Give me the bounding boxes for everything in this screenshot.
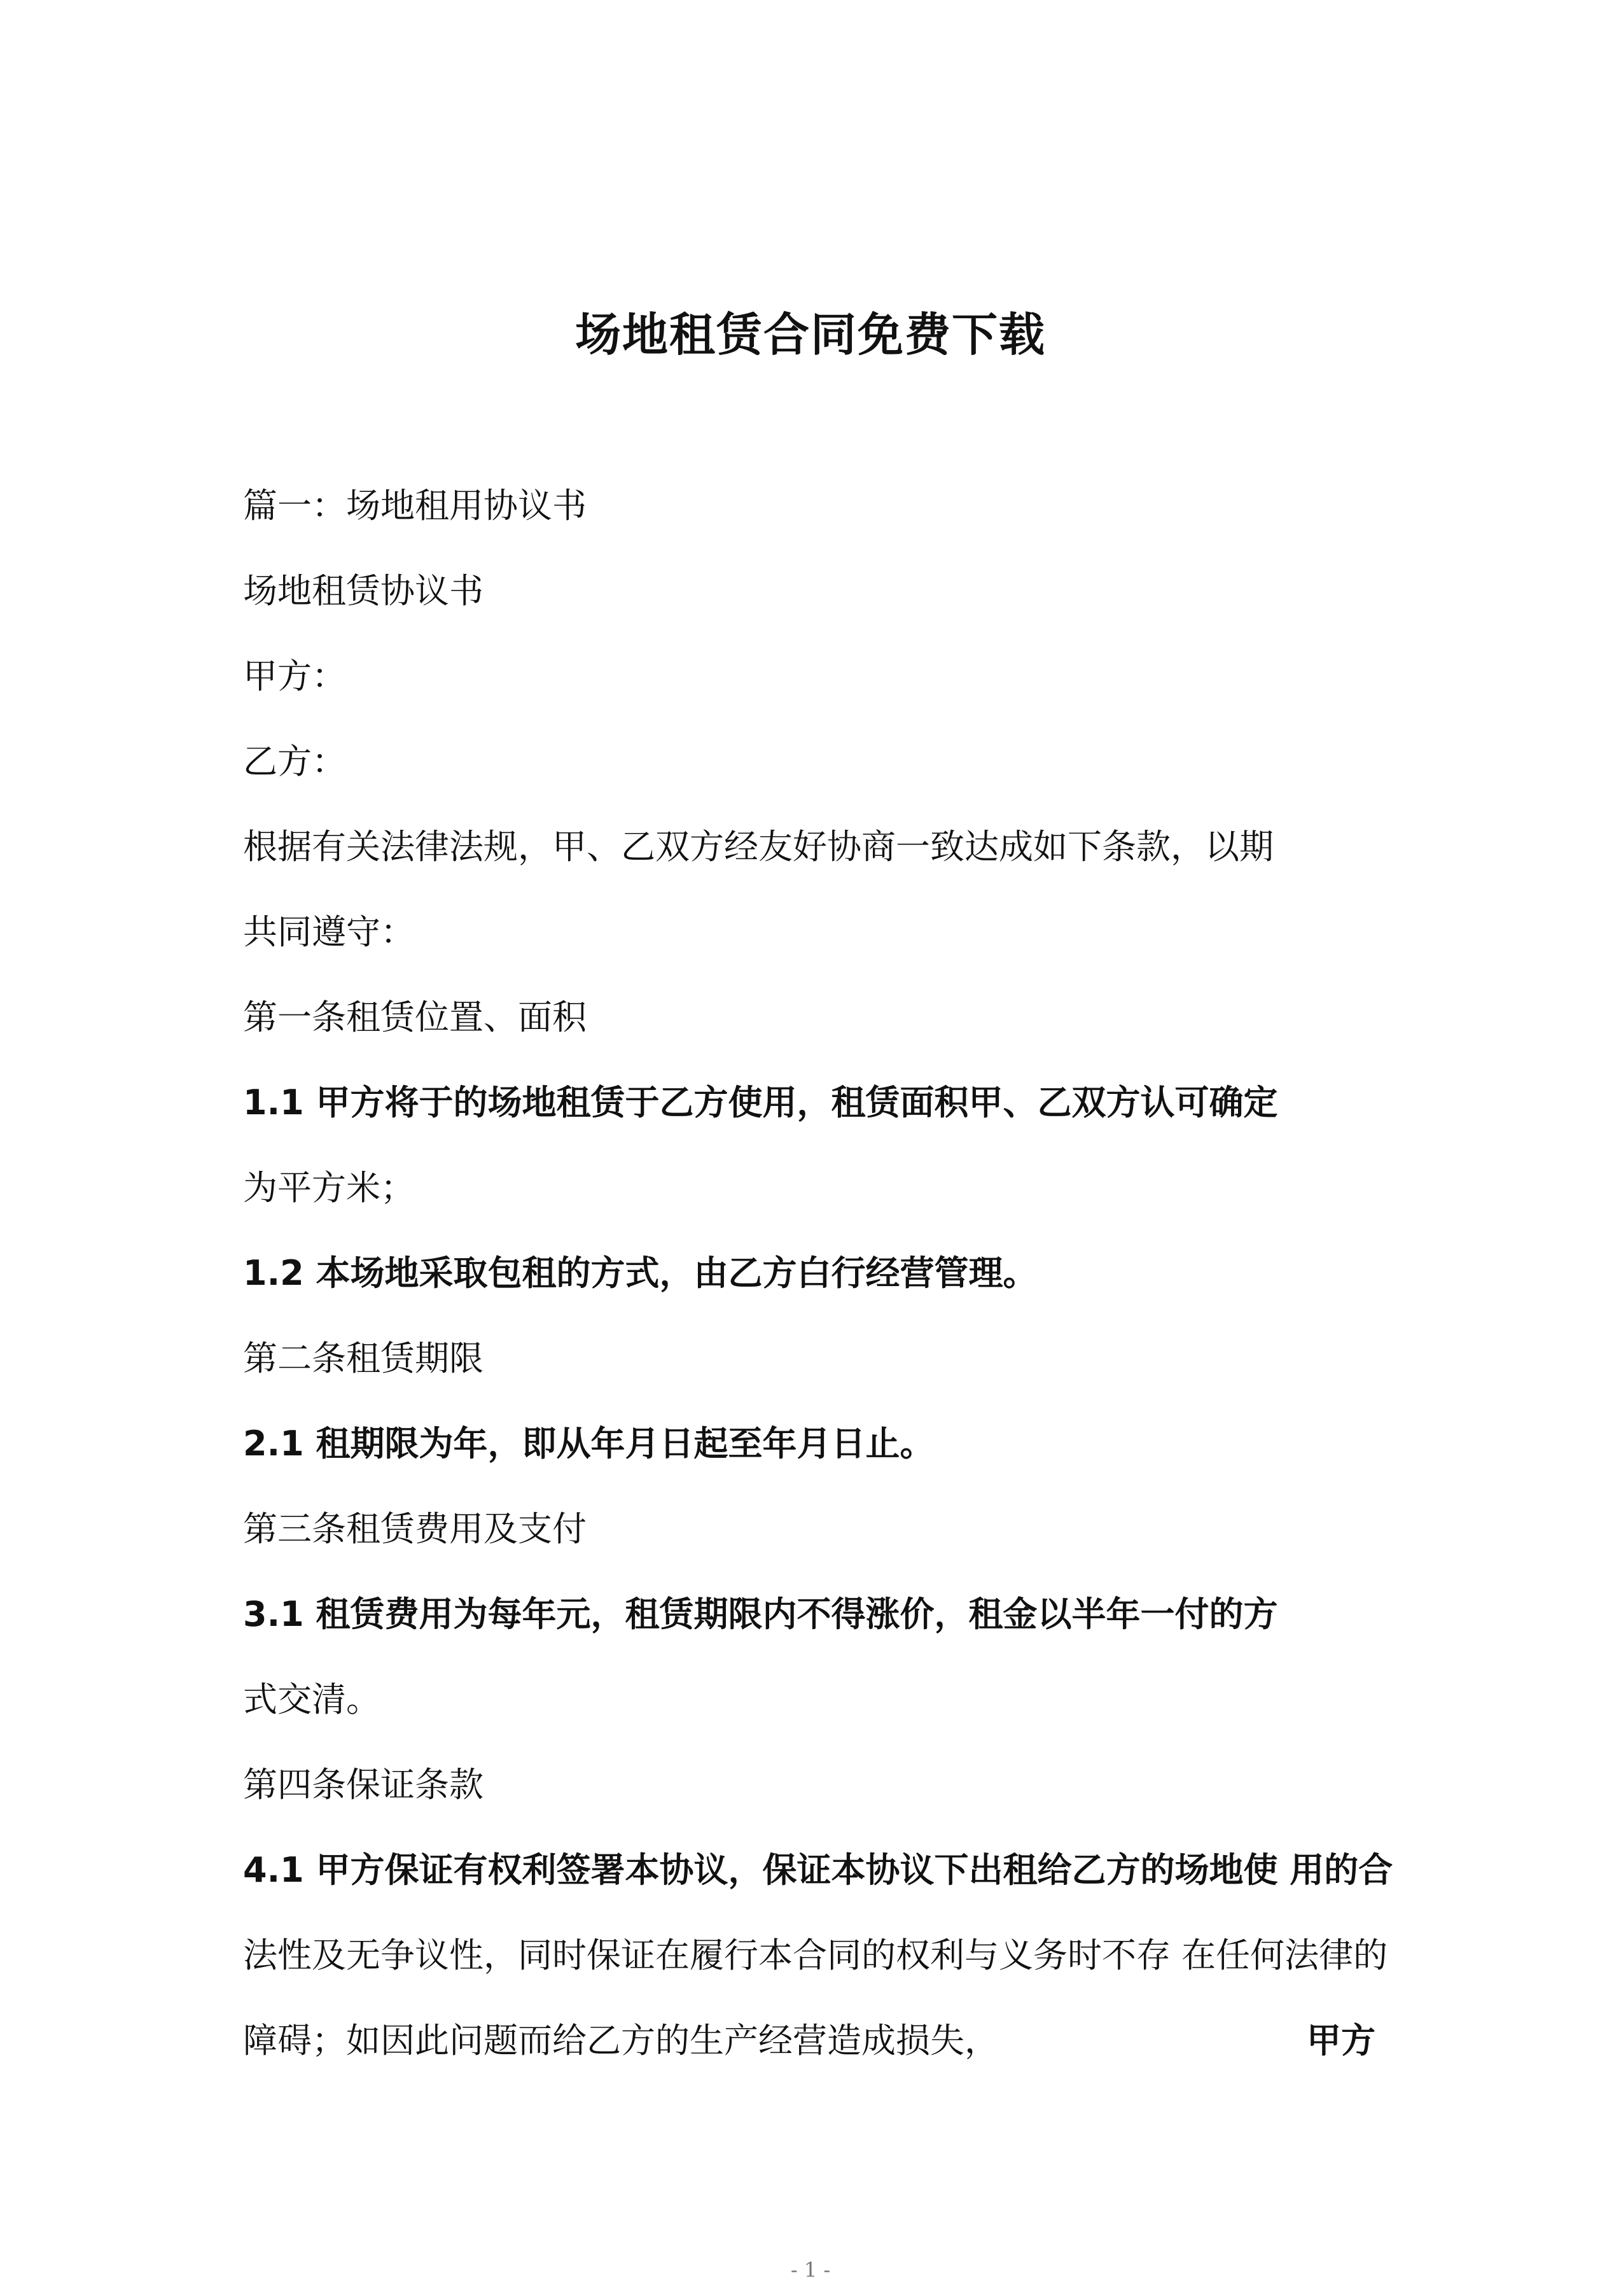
article-2-heading: 第二条租赁期限 <box>243 1338 484 1378</box>
article-1-heading: 第一条租赁位置、面积 <box>243 997 587 1037</box>
party-b-label: 乙方： <box>243 741 346 781</box>
article-4-heading: 第四条保证条款 <box>243 1765 484 1805</box>
preamble-line-1: 根据有关法律法规，甲、乙双方经友好协商一致达成如下条款，以期 <box>243 827 1274 867</box>
clause-4-1-line-3: 障碍；如因此问题而给乙方的生产经营造成损失， <box>243 2020 999 2061</box>
section-heading: 篇一：场地租用协议书 <box>243 486 587 526</box>
clause-4-1-line-2: 法性及无争议性，同时保证在履行本合同的权利与义务时不存 在任何法律的 <box>243 1935 1388 1975</box>
clause-4-1-line-1: 4.1 甲方保证有权利签署本协议，保证本协议下出租给乙方的场地使 用的合 <box>243 1850 1393 1890</box>
clause-1-1-line-1: 1.1 甲方将于的场地租赁于乙方使用，租赁面积甲、乙双方认可确定 <box>243 1082 1278 1123</box>
document-title: 场地租赁合同免费下载 <box>574 308 1046 361</box>
clause-2-1: 2.1 租期限为年，即从年月日起至年月日止。 <box>243 1424 935 1464</box>
page-number: - 1 - <box>790 2258 831 2282</box>
clause-1-1-line-2: 为平方米； <box>243 1168 415 1208</box>
clause-3-1-line-1: 3.1 租赁费用为每年元，租赁期限内不得涨价，租金以半年一付的方 <box>243 1594 1278 1634</box>
agreement-heading: 场地租赁协议书 <box>243 571 484 611</box>
clause-1-2: 1.2 本场地采取包租的方式，由乙方白行经营管理。 <box>243 1253 1038 1293</box>
preamble-line-2: 共同遵守： <box>243 912 415 952</box>
party-a-label: 甲方： <box>243 656 346 696</box>
clause-3-1-line-2: 式交清。 <box>243 1679 380 1719</box>
clause-4-1-trailing-word: 甲方 <box>1307 2020 1375 2061</box>
article-3-heading: 第三条租赁费用及支付 <box>243 1509 587 1549</box>
